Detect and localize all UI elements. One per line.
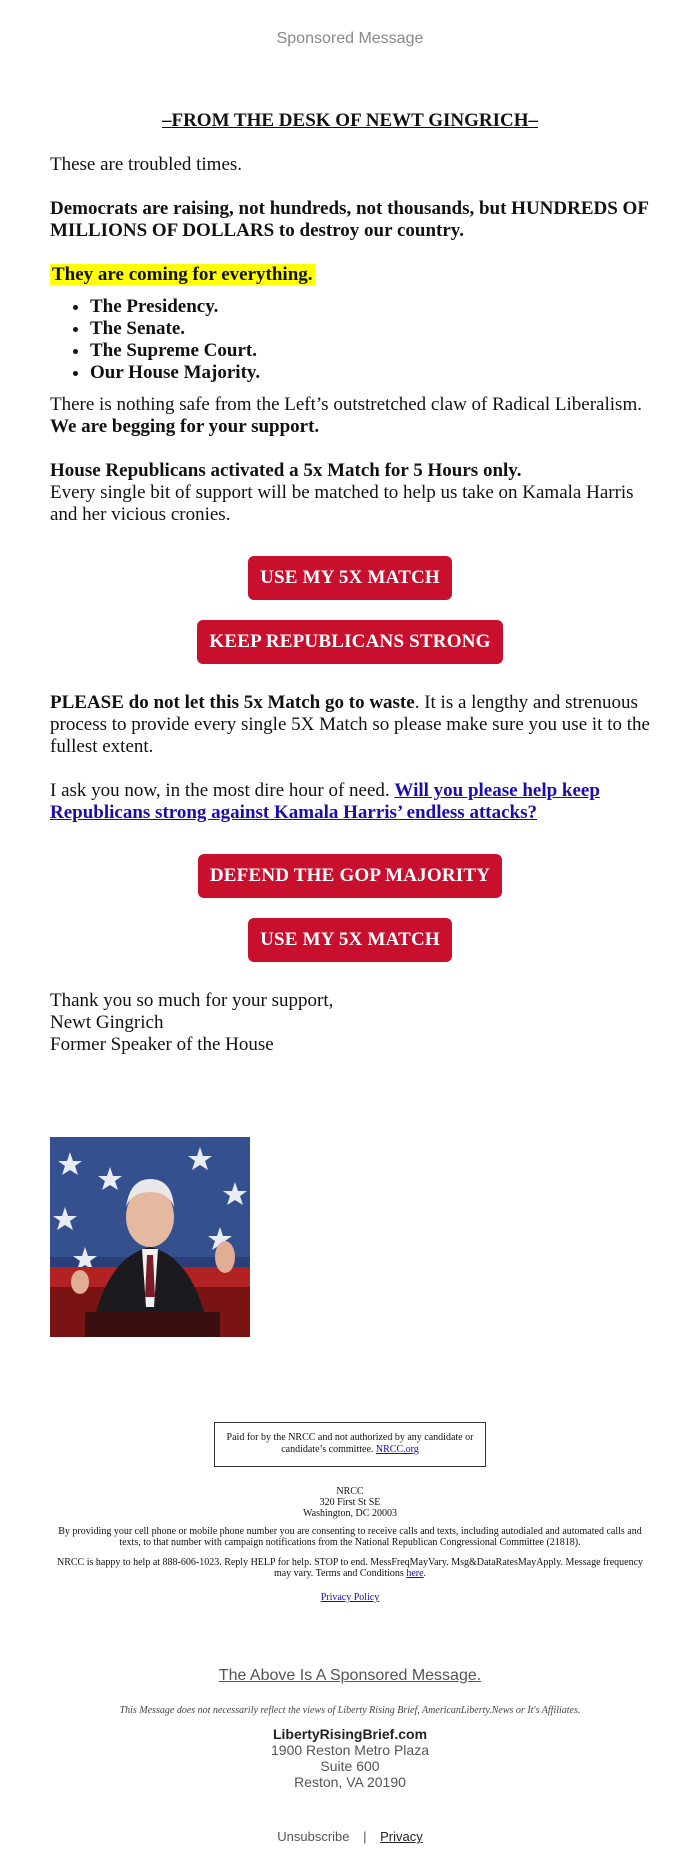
desk-title: –FROM THE DESK OF NEWT GINGRICH– bbox=[161, 110, 538, 131]
button-row bbox=[50, 918, 650, 962]
match-headline: House Republicans activated a 5x Match for 5 Hours only. bbox=[50, 460, 522, 481]
match-paragraph bbox=[50, 460, 650, 526]
use-5x-match-button-2[interactable]: USE MY 5X MATCH bbox=[248, 918, 452, 962]
list-item: • Our House Majority. bbox=[90, 362, 650, 384]
waste-paragraph bbox=[50, 692, 650, 758]
privacy-link[interactable]: Privacy bbox=[380, 1829, 423, 1844]
signature-name: Newt Gingrich bbox=[50, 1012, 164, 1033]
address-line: 320 First St SE bbox=[319, 1497, 381, 1508]
ask-paragraph bbox=[50, 780, 650, 824]
help-text: NRCC is happy to help at 888-606-1023. Reply HELP for help. STOP to end. MessFreqMayVary. Msg&DataRatesMayApply. Message frequency may vary. Terms and Conditions bbox=[56, 1557, 644, 1579]
list-item: • The Supreme Court. bbox=[90, 340, 650, 362]
list-item: • The Senate. bbox=[90, 318, 650, 340]
publisher-address-line: 1900 Reston Metro Plaza bbox=[271, 1742, 429, 1758]
support-paragraph bbox=[50, 394, 650, 438]
nrcc-link[interactable]: NRCC.org bbox=[375, 1444, 419, 1455]
closing-line: Thank you so much for your support, bbox=[50, 990, 334, 1011]
button-row bbox=[50, 556, 650, 600]
sponsored-notice-link[interactable]: The Above Is A Sponsored Message. bbox=[218, 1667, 482, 1684]
privacy-policy-row bbox=[50, 1592, 650, 1603]
unsubscribe-link[interactable]: Unsubscribe bbox=[277, 1829, 350, 1844]
keep-republicans-strong-button[interactable]: KEEP REPUBLICANS STRONG bbox=[197, 620, 502, 664]
ask-text: I ask you now, in the most dire hour of need. bbox=[50, 780, 395, 801]
democrats-paragraph: Democrats are raising, not hundreds, not thousands, but HUNDREDS OF MILLIONS OF DOLLARS to destroy our country. bbox=[50, 198, 649, 241]
publisher-address-line: Reston, VA 20190 bbox=[294, 1774, 406, 1790]
paid-for-disclaimer bbox=[214, 1422, 486, 1467]
waste-headline: PLEASE do not let this 5x Match go to waste bbox=[50, 692, 415, 713]
signature-title: Former Speaker of the House bbox=[50, 1034, 274, 1055]
highlighted-text: They are coming for everything. bbox=[52, 264, 313, 285]
period: . bbox=[423, 1568, 427, 1579]
support-text: There is nothing safe from the Left’s outstretched claw of Radical Liberalism. bbox=[50, 394, 642, 415]
link-separator: | bbox=[363, 1829, 367, 1844]
help-keep-republicans-link[interactable]: Will you please help keep Republicans strong against Kamala Harris’ endless attacks? bbox=[50, 780, 600, 823]
footer-links bbox=[0, 1829, 700, 1844]
list-item: • The Presidency. bbox=[90, 296, 650, 318]
nrcc-address bbox=[50, 1486, 650, 1519]
waste-text: . It is a lengthy and strenuous process to provide every single 5X Match so please make sure you use it to the fullest extent. bbox=[50, 692, 650, 757]
use-5x-match-button[interactable]: USE MY 5X MATCH bbox=[248, 556, 452, 600]
address-line: Washington, DC 20003 bbox=[303, 1508, 397, 1519]
intro-paragraph: These are troubled times. bbox=[50, 154, 243, 175]
defend-gop-majority-button[interactable]: DEFEND THE GOP MAJORITY bbox=[198, 854, 502, 898]
highlight-paragraph bbox=[50, 264, 650, 286]
address-line: NRCC bbox=[336, 1486, 364, 1497]
speaker-photo bbox=[50, 1137, 250, 1337]
terms-here-link[interactable]: here bbox=[406, 1568, 424, 1579]
match-text: Every single bit of support will be matched to help us take on Kamala Harris and her vicious cronies. bbox=[50, 482, 634, 525]
publisher-site: LibertyRisingBrief.com bbox=[272, 1726, 428, 1742]
consent-text: By providing your cell phone or mobile phone number you are consenting to receive calls and texts, including autodialed and automated calls and texts, to that number with campaign notifications from the National Republican Congressional Committee (21818). bbox=[58, 1526, 642, 1548]
letter-body bbox=[50, 110, 650, 1056]
button-row bbox=[50, 620, 650, 664]
closing-block bbox=[50, 990, 650, 1056]
publisher-address-line: Suite 600 bbox=[320, 1758, 380, 1774]
views-disclaimer: This Message does not necessarily reflect the views of Liberty Rising Brief, AmericanLiberty.News or It's Affiliates. bbox=[119, 1705, 581, 1716]
begging-text: We are begging for your support. bbox=[50, 416, 320, 437]
privacy-policy-link[interactable]: Privacy Policy bbox=[320, 1592, 380, 1603]
button-row bbox=[50, 854, 650, 898]
disclaimer-text: Paid for by the NRCC and not authorized by any candidate or candidate’s committee. bbox=[226, 1432, 474, 1455]
publisher-block bbox=[0, 1726, 700, 1790]
offices-list bbox=[50, 296, 650, 384]
sponsored-message-label: Sponsored Message bbox=[276, 30, 424, 47]
help-text-block bbox=[50, 1557, 650, 1579]
